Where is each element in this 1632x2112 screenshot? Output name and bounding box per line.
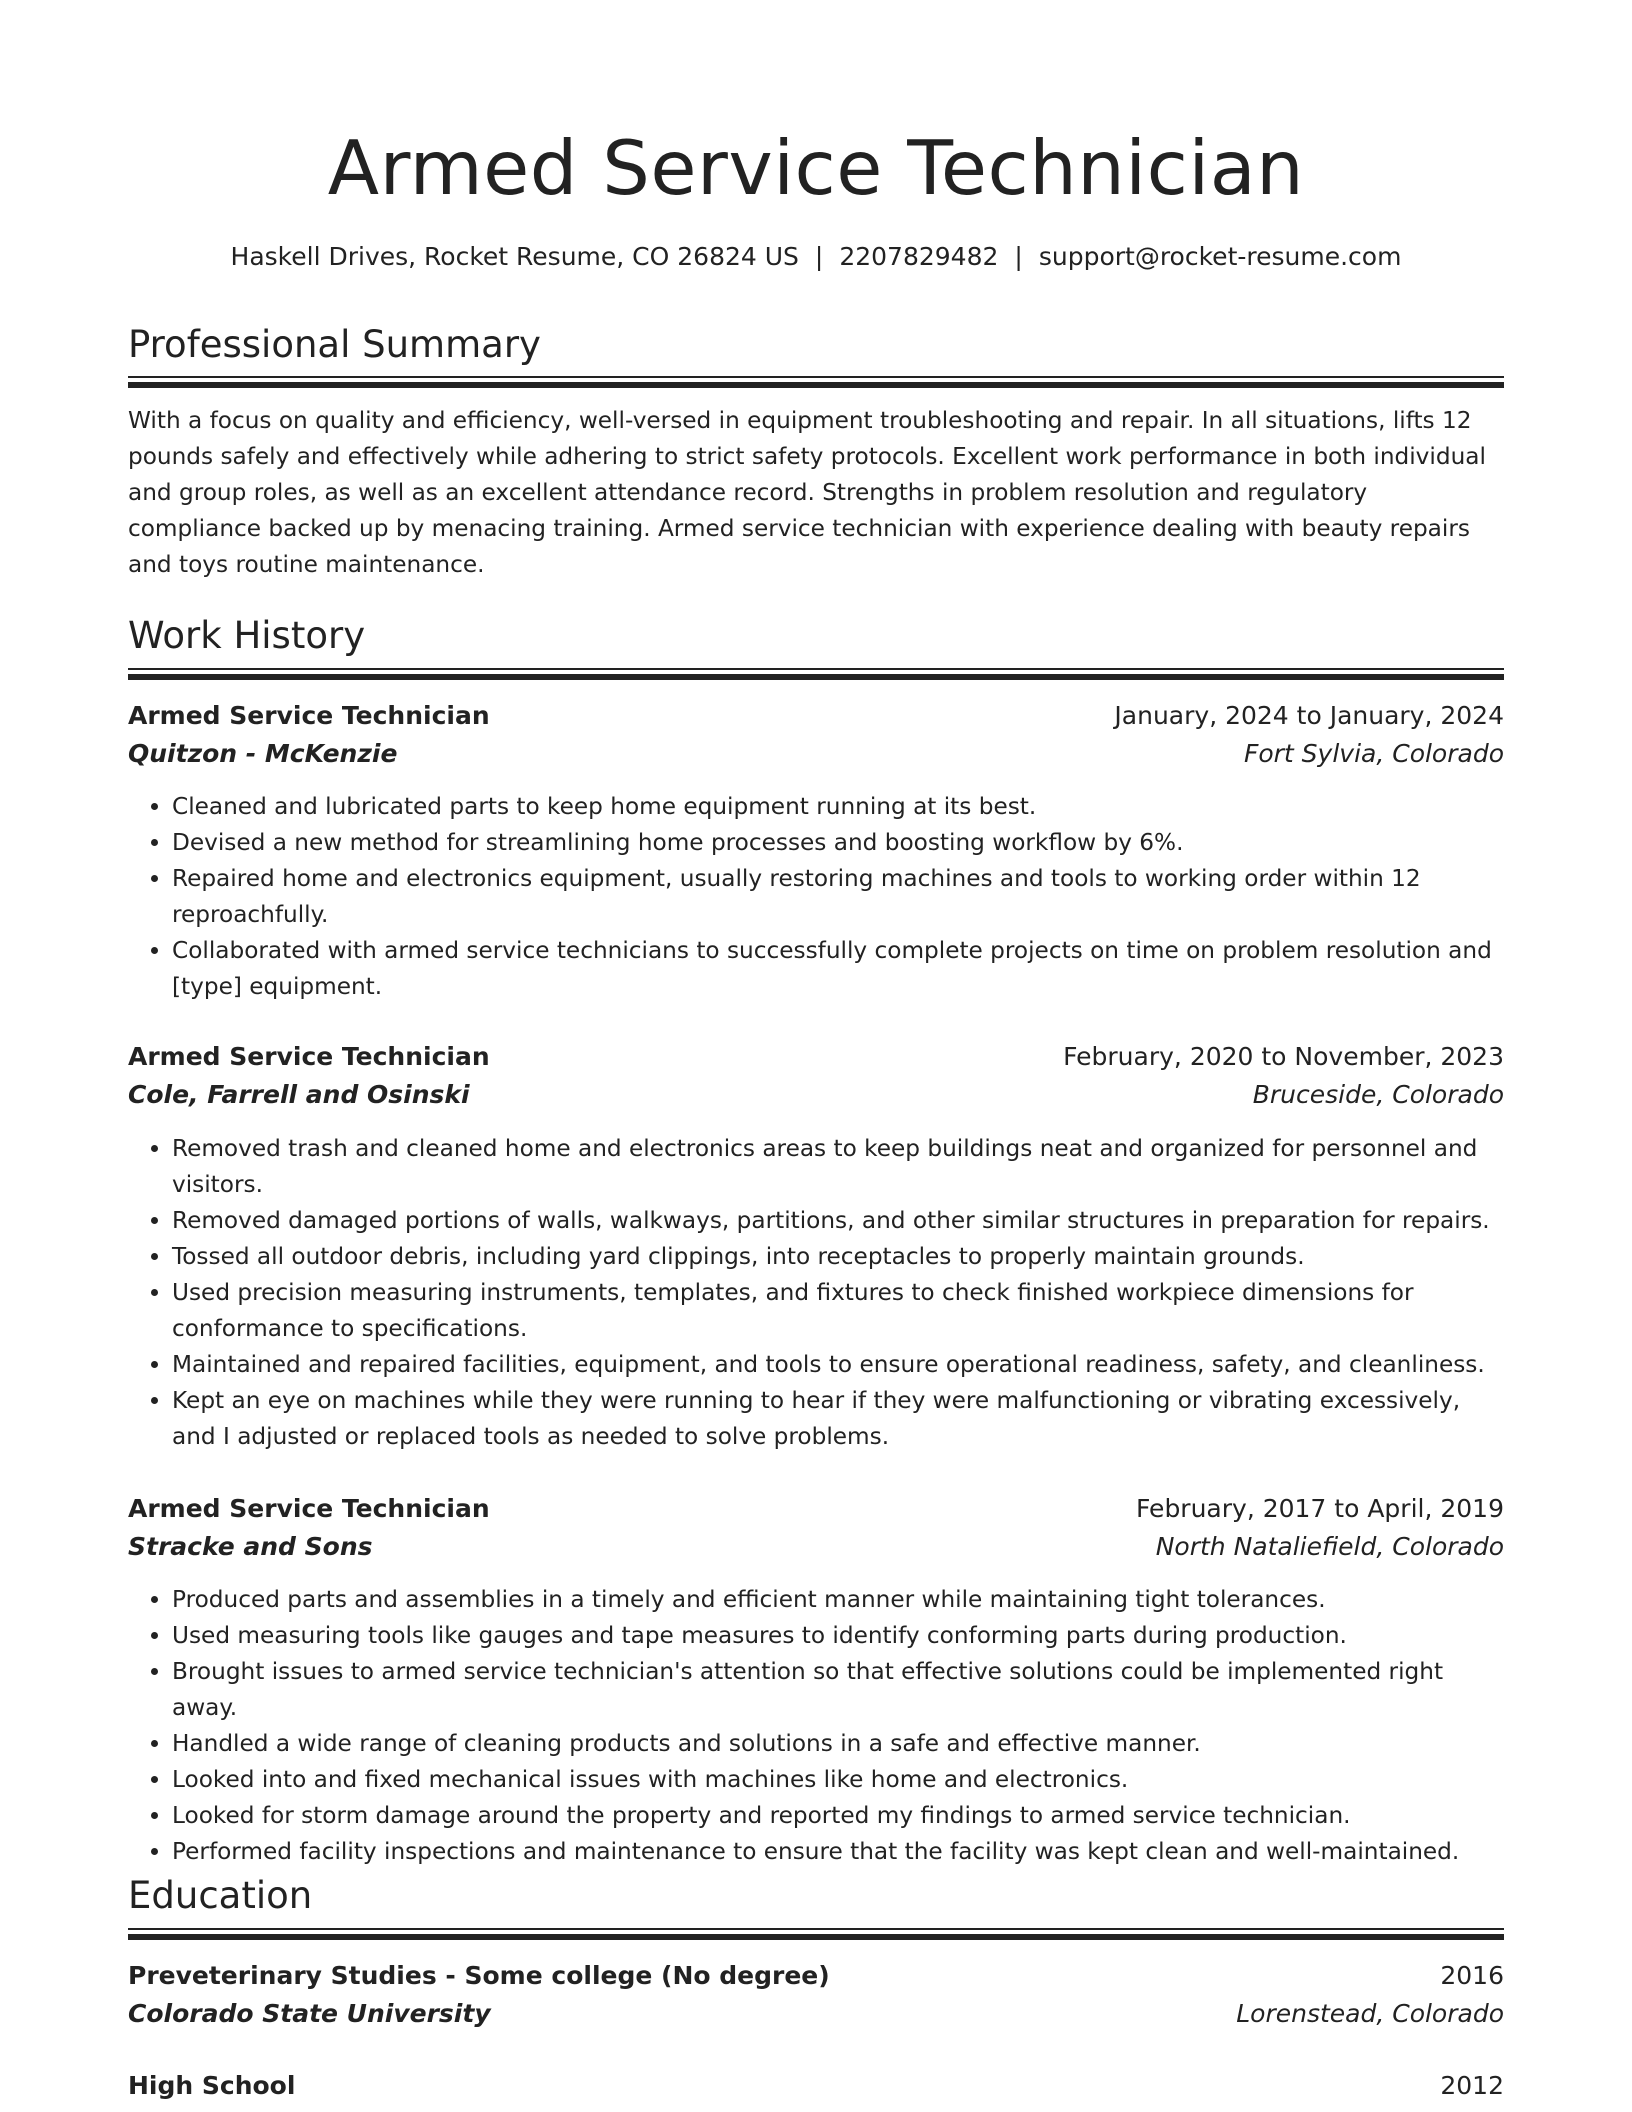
job-location: Bruceside, Colorado xyxy=(1252,1079,1504,1109)
list-item: • Used measuring tools like gauges and tape measures to identify conforming parts during production. xyxy=(172,1618,1504,1654)
education-school: Colorado State University xyxy=(128,1998,491,2028)
education-location: Lorenstead, Colorado xyxy=(1236,1998,1504,2028)
job-bullets xyxy=(128,1131,1504,1455)
job-bullets xyxy=(128,1582,1504,1870)
list-item: • Brought issues to armed service technician's attention so that effective solutions could be implemented right away. xyxy=(172,1654,1504,1726)
section-title-work-history: Work History xyxy=(128,614,366,657)
education-header xyxy=(128,2066,1504,2104)
section-title-summary: Professional Summary xyxy=(128,323,541,366)
list-item: • Looked into and fixed mechanical issues with machines like home and electronics. xyxy=(172,1762,1504,1798)
education-year: 2016 xyxy=(1440,1960,1504,1990)
list-item: • Used precision measuring instruments, templates, and fixtures to check finished workpiece dimensions for conformance to specifications. xyxy=(172,1275,1504,1347)
summary-text: With a focus on quality and efficiency, well-versed in equipment troubleshooting and repair. In all situations, lifts 12 pounds safely and effectively while adhering to strict safety protocols. Excellent work performance in both individual and group roles, as well as an excellent attendance record. Strengths in problem resolution and regulatory compliance backed up by menacing training. Armed service technician with experience dealing with beauty repairs and toys routine maintenance. xyxy=(128,407,1486,578)
job-location: North Nataliefield, Colorado xyxy=(1155,1531,1504,1561)
list-item: • Cleaned and lubricated parts to keep home equipment running at its best. xyxy=(172,789,1504,825)
list-item: • Collaborated with armed service technicians to successfully complete projects on time on problem resolution and [type] equipment. xyxy=(172,933,1504,1005)
job-title: Armed Service Technician xyxy=(128,700,490,730)
job-title: Armed Service Technician xyxy=(128,1493,490,1523)
list-item: • Looked for storm damage around the property and reported my findings to armed service technician. xyxy=(172,1798,1504,1834)
job-company: Stracke and Sons xyxy=(128,1531,373,1561)
job-bullets xyxy=(128,789,1504,1005)
job-company: Quitzon - McKenzie xyxy=(128,738,398,768)
section-divider xyxy=(128,382,1504,388)
job-location: Fort Sylvia, Colorado xyxy=(1243,738,1504,768)
candidate-name: Armed Service Technician xyxy=(327,124,1305,212)
list-item: • Kept an eye on machines while they were running to hear if they were malfunctioning or vibrating excessively, and I adjusted or replaced tools as needed to solve problems. xyxy=(172,1383,1504,1455)
contact-email: support@rocket-resume.com xyxy=(1038,242,1402,271)
education-header xyxy=(128,1956,1504,1994)
job-company: Cole, Farrell and Osinski xyxy=(128,1079,470,1109)
job-header xyxy=(128,696,1504,734)
list-item: • Devised a new method for streamlining home processes and boosting workflow by 6%. xyxy=(172,825,1504,861)
list-item: • Tossed all outdoor debris, including yard clippings, into receptacles to properly maintain grounds. xyxy=(172,1239,1504,1275)
contact-separator: | xyxy=(1014,242,1023,271)
contact-line xyxy=(128,239,1504,275)
education-degree: High School xyxy=(128,2070,296,2100)
education-year: 2012 xyxy=(1440,2070,1504,2100)
list-item: • Performed facility inspections and maintenance to ensure that the facility was kept clean and well-maintained. xyxy=(172,1834,1504,1870)
job-header xyxy=(128,1037,1504,1075)
contact-phone: 2207829482 xyxy=(839,242,999,271)
section-divider xyxy=(128,376,1504,378)
education-subheader xyxy=(128,1994,1504,2032)
job-dates: February, 2017 to April, 2019 xyxy=(1136,1493,1504,1523)
contact-separator: | xyxy=(814,242,824,271)
section-divider xyxy=(128,1934,1504,1940)
list-item: • Removed damaged portions of walls, walkways, partitions, and other similar structures in preparation for repairs. xyxy=(172,1203,1504,1239)
job-dates: January, 2024 to January, 2024 xyxy=(1114,700,1504,730)
list-item: • Maintained and repaired facilities, equipment, and tools to ensure operational readiness, safety, and cleanliness. xyxy=(172,1347,1504,1383)
section-divider xyxy=(128,1928,1504,1930)
education-degree: Preveterinary Studies - Some college (No degree) xyxy=(128,1960,830,1990)
section-divider xyxy=(128,674,1504,680)
list-item: • Repaired home and electronics equipment, usually restoring machines and tools to working order within 12 reproachfully. xyxy=(172,861,1504,933)
job-title: Armed Service Technician xyxy=(128,1041,490,1071)
job-header xyxy=(128,1489,1504,1527)
job-subheader xyxy=(128,1075,1504,1113)
contact-address: Haskell Drives, Rocket Resume, CO 26824 US xyxy=(230,242,799,271)
list-item: • Removed trash and cleaned home and electronics areas to keep buildings neat and organized for personnel and visitors. xyxy=(172,1131,1504,1203)
list-item: • Produced parts and assemblies in a timely and efficient manner while maintaining tight tolerances. xyxy=(172,1582,1504,1618)
job-subheader xyxy=(128,734,1504,772)
section-divider xyxy=(128,668,1504,670)
job-dates: February, 2020 to November, 2023 xyxy=(1063,1041,1504,1071)
section-title-education: Education xyxy=(128,1874,313,1917)
job-subheader xyxy=(128,1527,1504,1565)
list-item: • Handled a wide range of cleaning products and solutions in a safe and effective manner. xyxy=(172,1726,1504,1762)
